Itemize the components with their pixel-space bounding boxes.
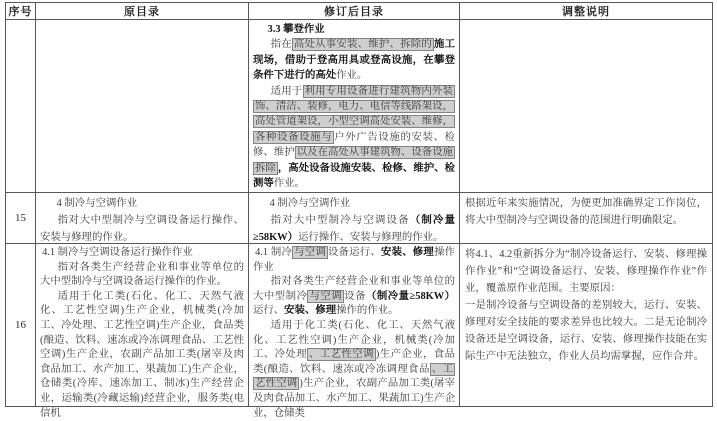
text-run: 运行操作、安装与修理的作业。: [297, 232, 444, 243]
text-run: 适用于化工类(石化、化工、天然气液化、工艺性空调)生产企业，机械类(冷加工、冷处理、工艺性空调)生产企业，食品类(酿造、饮料、速冻或冷冻调理食品、工艺性空调)生产企业，农副产品加工类(屠宰及肉食品加工、水产加工、果蔬加工)生产企业，仓储类(冷库、速冻加工、制冰)生产经营企业，运输类(冷藏运输)经营企业，服务类(电信机: [40, 290, 244, 419]
paragraph: [253, 275, 455, 319]
paragraph: [253, 37, 455, 83]
table-row: [6, 193, 713, 244]
paragraph: [40, 246, 244, 261]
bold-text: （制冷量≥58KW）: [365, 290, 456, 302]
table-header-row: [6, 3, 713, 20]
text-run: 运行、: [253, 305, 285, 317]
cell-revised: [249, 244, 460, 419]
text-run: 指对各类生产经营企业和事业等单位的大中型制冷: [253, 276, 455, 302]
paragraph: [253, 319, 455, 421]
cell-original: [36, 20, 249, 193]
paragraph: [40, 290, 244, 421]
cell-note: [460, 20, 713, 193]
column-header: 原目录: [36, 3, 249, 20]
text-run: 适用于化工类(石化、化工、天然气液化、工艺性空调)生产企业，机械类(冷加工、冷处理: [253, 319, 455, 361]
text-run: 设备: [344, 290, 366, 302]
cell-revised: [249, 20, 460, 193]
cell-revised: [249, 193, 460, 244]
text-run: 4.1 制冷: [255, 247, 293, 258]
text-run: )生产企业，食品类(酿造、饮料、速冻或冷冻调理食品: [253, 349, 456, 375]
text-run: 指对各类生产经营企业和事业等单位的大中型制冷与空调设备运行操作的作业。: [40, 261, 244, 288]
text-run: 指对大中型制冷与空调设备运行操作、安装与修理的作业。: [40, 215, 244, 243]
text-run: 一是制冷设备与空调设备的差别较大，运行、安装、修理对安全技能的要求差异也比较大。二是无论制冷设备还是空调设备，运行、安装、修理操作技能在实际生产中无法独立，作业人员均需掌握，应作合并。: [465, 300, 707, 362]
revision-highlight: 利用专用设备进行建筑物内外装饰、清洁、装修，电力、电信等线路架设，高处管道架设，小型空调高处安装、维修，各种设备设施与: [255, 85, 454, 143]
paragraph: [40, 261, 244, 290]
paragraph: [253, 195, 455, 212]
paragraph: [465, 246, 707, 297]
revision-highlight: 与空调: [309, 290, 343, 302]
bold-text: （制冷量≥58KW）: [253, 215, 456, 243]
text-run: 操作的作业。: [336, 305, 399, 317]
revision-highlight: 、工艺性空调: [255, 363, 453, 390]
bold-text: 安装、修理: [284, 305, 337, 317]
text-run: 将4.1、4.2重新拆分为“制冷设备运行、安装、修理操作作业”和“空调设备运行、安装、修理操作作业”作业，覆盖原作业范围。主要原因：: [465, 249, 707, 294]
column-header: 调整说明: [460, 3, 713, 20]
revision-highlight: 以及在高处从事建筑物、设备设施拆除: [255, 147, 454, 174]
text-run: 作业。: [273, 178, 305, 190]
row-number: 15: [6, 193, 36, 244]
row-number: [6, 20, 36, 193]
text-run: 户外广告设施的安装、检修、维护: [253, 131, 456, 159]
text-run: 4 制冷与空调作业: [269, 198, 351, 209]
table-row: [6, 244, 713, 407]
cell-original: [36, 244, 249, 419]
revision-highlight: 、工艺性空调: [309, 349, 374, 361]
cell-note: [460, 193, 713, 244]
column-header: 序号: [6, 3, 36, 20]
text-run: 指对大中型制冷与空调设备: [270, 215, 410, 226]
table-body: [6, 20, 713, 419]
text-run: 根据近年来实施情况，为便更加准确界定工作岗位，将大中型制冷与空调设备的范围进行明确限定。: [465, 198, 707, 226]
text-run: 4.1 制冷与空调设备运行操作作业: [42, 247, 193, 258]
text-run: 适用于: [270, 85, 303, 97]
bold-text: 安装、修理: [380, 247, 435, 258]
paragraph: [253, 246, 455, 275]
row-number: 16: [6, 244, 36, 407]
paragraph: [40, 212, 244, 246]
cell-note: [460, 244, 713, 407]
table-row: [6, 20, 713, 193]
paragraph: [465, 195, 707, 229]
cell-original: [36, 193, 249, 244]
bold-text: 3.3 攀登作业: [267, 24, 325, 35]
bold-text: 施工现场，借助于登高用具或登高设施，在攀登条件下进行的高处: [253, 39, 456, 82]
revision-highlight: 与空调: [294, 247, 326, 258]
revision-catalog-table: [5, 2, 713, 419]
column-header: 修订后目录: [249, 3, 460, 20]
revision-highlight: 高处从事安装、维护、拆除的: [293, 39, 432, 51]
paragraph: [253, 84, 455, 192]
paragraph: [253, 212, 455, 246]
text-run: 操作作业: [253, 247, 456, 273]
text-run: 4 制冷与空调作业: [56, 198, 138, 209]
paragraph: [465, 297, 707, 365]
text-run: 指在: [270, 39, 292, 51]
paragraph: [40, 195, 244, 212]
text-run: 设备运行、: [327, 247, 381, 258]
bold-text: ，高处设备设施安装、检修、维护、检测等: [253, 162, 456, 190]
text-run: )生产企业，农副产品加工类(屠宰及肉食品加工、水产加工、果蔬加工)生产企业，仓储类: [253, 378, 456, 419]
paragraph: [253, 22, 455, 37]
text-run: 作业。: [336, 70, 368, 82]
